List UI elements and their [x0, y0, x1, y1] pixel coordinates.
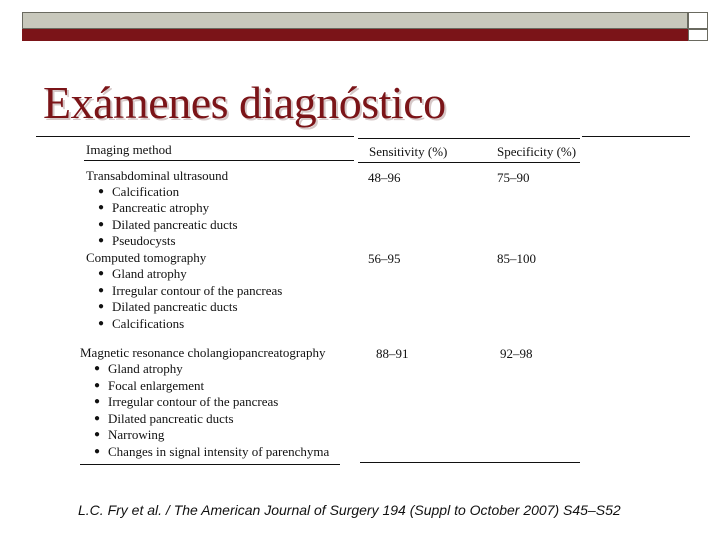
finding-item: Dilated pancreatic ducts — [112, 217, 238, 232]
method-row-mrcp: Magnetic resonance cholangiopancreatography — [80, 345, 326, 360]
bullet-icon: ● — [98, 268, 105, 279]
finding-item: Irregular contour of the pancreas — [112, 283, 283, 298]
header-bar-top — [22, 12, 688, 29]
table-rule-top-mid — [358, 138, 580, 139]
finding-item: Calcifications — [112, 316, 185, 331]
bullet-icon: ● — [98, 301, 105, 312]
finding-item: Focal enlargement — [108, 378, 205, 393]
specificity-mrcp: 92–98 — [500, 346, 533, 361]
sensitivity-mrcp: 88–91 — [376, 346, 409, 361]
table-rule-top-left — [36, 136, 354, 137]
sensitivity-ultrasound: 48–96 — [368, 170, 401, 185]
bullet-icon: ● — [94, 429, 101, 440]
table-rule-header-right — [358, 162, 580, 163]
header-imaging-method: Imaging method — [86, 142, 172, 157]
header-specificity: Specificity (%) — [497, 144, 577, 159]
header-square-top — [688, 12, 708, 29]
bullet-icon: ● — [94, 446, 101, 457]
bullet-icon: ● — [94, 363, 101, 374]
bullet-icon: ● — [98, 285, 105, 296]
header-square-bottom — [688, 29, 708, 41]
finding-item: Irregular contour of the pancreas — [108, 394, 279, 409]
table-rule-header-left — [84, 160, 354, 161]
bullet-icon: ● — [98, 186, 105, 197]
finding-item: Pancreatic atrophy — [112, 200, 210, 215]
bullet-icon: ● — [98, 202, 105, 213]
header-sensitivity: Sensitivity (%) — [369, 144, 448, 159]
finding-item: Narrowing — [108, 427, 165, 442]
specificity-ct: 85–100 — [497, 251, 536, 266]
finding-item: Dilated pancreatic ducts — [112, 299, 238, 314]
table-rule-bottom-left — [80, 464, 340, 465]
bullet-icon: ● — [94, 380, 101, 391]
header-bar-bottom — [22, 29, 688, 41]
bullet-icon: ● — [94, 413, 101, 424]
finding-item: Dilated pancreatic ducts — [108, 411, 234, 426]
bullet-icon: ● — [98, 219, 105, 230]
finding-item: Calcification — [112, 184, 180, 199]
finding-item: Pseudocysts — [112, 233, 176, 248]
table-rule-bottom-right — [360, 462, 580, 463]
method-row-ct: Computed tomography — [86, 250, 207, 265]
sensitivity-ct: 56–95 — [368, 251, 401, 266]
table-rule-top-right — [582, 136, 690, 137]
finding-item: Changes in signal intensity of parenchyma — [108, 444, 330, 459]
bullet-icon: ● — [98, 235, 105, 246]
source-citation: L.C. Fry et al. / The American Journal of Surgery 194 (Suppl to October 2007) S45–S52 — [78, 502, 621, 518]
finding-item: Gland atrophy — [112, 266, 187, 281]
bullet-icon: ● — [94, 396, 101, 407]
method-row-ultrasound: Transabdominal ultrasound — [86, 168, 229, 183]
specificity-ultrasound: 75–90 — [497, 170, 530, 185]
finding-item: Gland atrophy — [108, 361, 183, 376]
slide-title: Exámenes diagnóstico — [43, 77, 446, 128]
bullet-icon: ● — [98, 318, 105, 329]
